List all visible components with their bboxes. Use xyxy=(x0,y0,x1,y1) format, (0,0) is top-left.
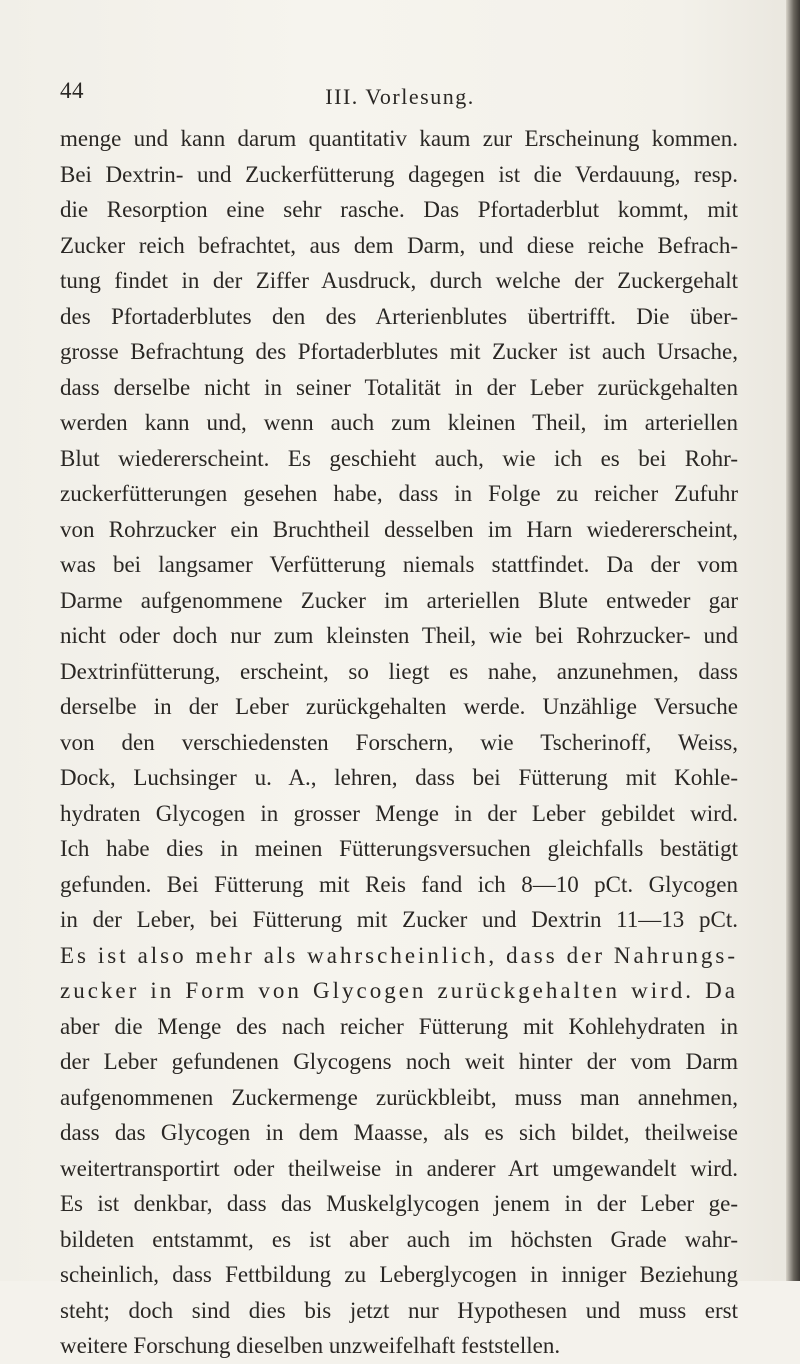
text-line: Ich habe dies in meinen Fütterungsversuchen gleichfalls bestätigt xyxy=(60,836,738,861)
text-line: hydraten Glycogen in grosser Menge in der Leber gebildet wird. xyxy=(60,800,738,826)
page-header xyxy=(60,78,740,108)
text-line: von Rohrzucker ein Bruchtheil desselben im Harn wiedererscheint, xyxy=(60,516,738,542)
page-number: 44 xyxy=(60,78,84,103)
text-line: Darme aufgenommene Zucker im arteriellen Blute entweder gar xyxy=(60,587,738,613)
text-line: was bei langsamer Verfütterung niemals stattfindet. Da der vom xyxy=(60,552,738,577)
page-edge-shadow xyxy=(786,0,800,1281)
text-line: nicht oder doch nur zum kleinsten Theil, wie bei Rohrzucker- und xyxy=(60,623,738,648)
text-line: dass derselbe nicht in seiner Totalität in der Leber zurückgehalten xyxy=(60,374,738,400)
text-line: Bei Dextrin- und Zuckerfütterung dagegen ist die Verdauung, resp. xyxy=(60,161,738,187)
text-line: zuckerfütterungen gesehen habe, dass in Folge zu reicher Zufuhr xyxy=(60,481,738,506)
text-line: in der Leber, bei Fütterung mit Zucker und Dextrin 11—13 pCt. xyxy=(60,907,738,932)
text-line: dass das Glycogen in dem Maasse, als es sich bildet, theilweise xyxy=(60,1120,738,1145)
text-line: Blut wiedererscheint. Es geschieht auch, wie ich es bei Rohr- xyxy=(60,445,738,471)
text-line: der Leber gefundenen Glycogens noch weit hinter der vom Darm xyxy=(60,1049,738,1074)
text-line: die Resorption eine sehr rasche. Das Pfortaderblut kommt, mit xyxy=(60,197,738,222)
text-line: Es ist denkbar, dass das Muskelglycogen jenem in der Leber ge- xyxy=(60,1191,738,1216)
text-line: zucker in Form von Glycogen zurückgehalten wird. Da xyxy=(60,978,738,1003)
text-line: Dextrinfütterung, erscheint, so liegt es nahe, anzunehmen, dass xyxy=(60,658,738,684)
text-line: tung findet in der Ziffer Ausdruck, durch welche der Zuckergehalt xyxy=(60,268,738,293)
text-line: aufgenommenen Zuckermenge zurückbleibt, muss man annehmen, xyxy=(60,1084,738,1110)
running-head: III. Vorlesung. xyxy=(325,84,475,109)
text-line: bildeten entstammt, es ist aber auch im höchsten Grade wahr- xyxy=(60,1226,738,1252)
text-line: Es ist also mehr als wahrscheinlich, dass der Nahrungs- xyxy=(60,942,738,968)
text-line: scheinlich, dass Fettbildung zu Leberglycogen in inniger Beziehung xyxy=(60,1262,738,1287)
text-line: werden kann und, wenn auch zum kleinen Theil, im arteriellen xyxy=(60,410,738,435)
text-line: gefunden. Bei Fütterung mit Reis fand ich 8—10 pCt. Glycogen xyxy=(60,871,738,897)
text-line: von den verschiedensten Forschern, wie Tscherinoff, Weiss, xyxy=(60,729,738,755)
text-line: menge und kann darum quantitativ kaum zur Erscheinung kommen. xyxy=(60,126,738,151)
text-line: weitere Forschung dieselben unzweifelhaft feststellen. xyxy=(60,1333,561,1358)
text-line: Dock, Luchsinger u. A., lehren, dass bei Fütterung mit Kohle- xyxy=(60,765,738,790)
text-line: steht; doch sind dies bis jetzt nur Hypothesen und muss erst xyxy=(60,1297,738,1323)
text-line: Zucker reich befrachtet, aus dem Darm, und diese reiche Befrach- xyxy=(60,232,738,258)
text-line: grosse Befrachtung des Pfortaderblutes mit Zucker ist auch Ursache, xyxy=(60,339,738,364)
text-line: des Pfortaderblutes den des Arterienblutes übertrifft. Die über- xyxy=(60,303,738,329)
body-text xyxy=(60,121,738,1364)
text-line: weitertransportirt oder theilweise in anderer Art umgewandelt wird. xyxy=(60,1155,738,1181)
text-line: aber die Menge des nach reicher Fütterung mit Kohlehydraten in xyxy=(60,1013,738,1039)
text-line: derselbe in der Leber zurückgehalten werde. Unzählige Versuche xyxy=(60,694,738,719)
